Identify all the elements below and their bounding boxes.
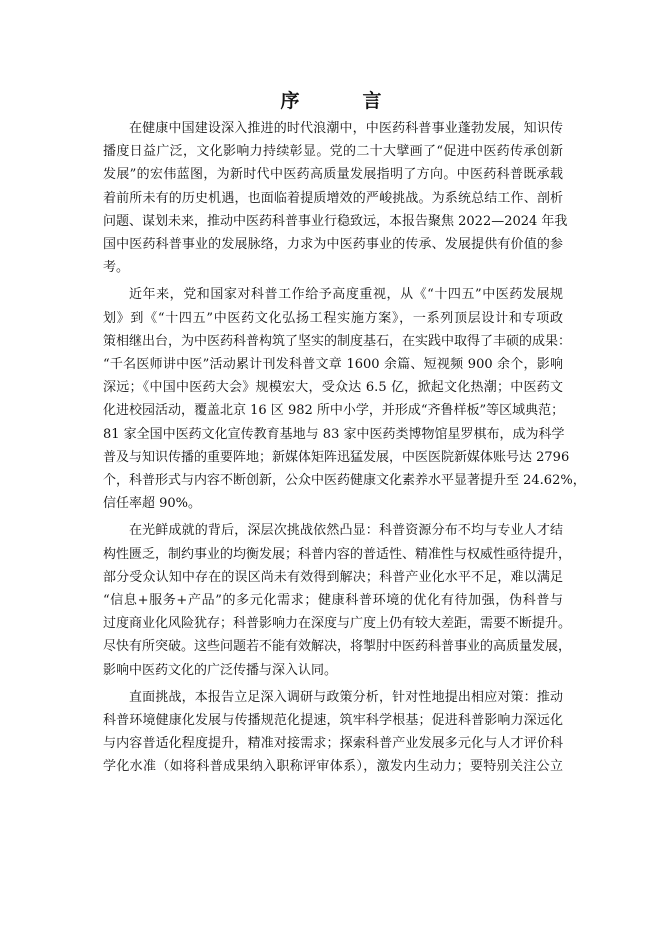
text-line: 与内容普适化程度提升，精准对接需求；探索科普产业发展多元化与人才评价科: [103, 736, 563, 752]
text-line: 学化水准（如将科普成果纳入职称评审体系），激发内生动力；要特别关注公立: [103, 759, 563, 775]
text-line: 个，科普形式与内容不断创新，公众中医药健康文化素养水平显著提升至 24.62%，: [103, 473, 586, 489]
text-line: 着前所未有的历史机遇，也面临着提质增效的严峻挑战。为系统总结工作、剖析: [103, 190, 563, 206]
text-line: 问题、谋划未来，推动中医药科普事业行稳致远，本报告聚焦 2022—2024 年我: [103, 213, 568, 229]
text-line: 科普环境健康化发展与传播规范化提速，筑牢科学根基；促进科普影响力深远化: [103, 713, 563, 729]
page-title: 序 言: [280, 90, 404, 112]
text-line: 划》到《“十四五”中医药文化弘扬工程实施方案》，一系列顶层设计和专项政: [103, 310, 563, 326]
text-line: 影响中医药文化的广泛传播与深入认同。: [103, 662, 338, 678]
text-line: 策相继出台，为中医药科普构筑了坚实的制度基石，在实践中取得了丰硕的成果：: [103, 333, 572, 349]
text-line: 考。: [103, 260, 130, 276]
text-line: 普及与知识传播的重要阵地；新媒体矩阵迅猛发展，中医医院新媒体账号达 2796: [103, 449, 570, 465]
text-line: 发展”的宏伟蓝图，为新时代中医药高质量发展指明了方向。中医药科普既承载: [103, 167, 563, 183]
text-line: 过度商业化风险犹存；科普影响力在深度与广度上仍有较大差距，需要不断提升。: [103, 616, 572, 632]
text-line: 直面挑战，本报告立足深入调研与政策分析，针对性地提出相应对策：推动: [129, 689, 563, 705]
paragraph-4: [103, 686, 563, 779]
text-line: 在光鲜成就的背后，深层次挑战依然凸显：科普资源分布不均与专业人才结: [129, 523, 563, 539]
text-line: 部分受众认知中存在的误区尚未有效得到解决；科普产业化水平不足，难以满足: [103, 569, 563, 585]
paragraph-2: [103, 283, 586, 515]
text-line: 尽快有所突破。这些问题若不能有效解决，将掣肘中医药科普事业的高质量发展，: [103, 639, 572, 655]
text-line: 信任率超 90%。: [103, 496, 202, 512]
text-line: 81 家全国中医药文化宣传教育基地与 83 家中医药类博物馆星罗棋布，成为科学: [103, 426, 565, 442]
text-line: 深远；《中国中医药大会》规模宏大，受众达 6.5 亿，掀起文化热潮；中医药文: [103, 380, 563, 396]
text-line: 播度日益广泛，文化影响力持续彰显。党的二十大擘画了“促进中医药传承创新: [103, 144, 563, 160]
text-line: 国中医药科普事业的发展脉络，力求为中医药事业的传承、发展提供有价值的参: [103, 237, 563, 253]
text-line: 化进校园活动，覆盖北京 16 区 982 所中小学，并形成“齐鲁样板”等区域典范；: [103, 403, 565, 419]
text-line: “信息+服务+产品”的多元化需求；健康科普环境的优化有待加强，伪科普与: [103, 593, 563, 609]
text-line: 构性匮乏，制约事业的均衡发展；科普内容的普适性、精准性与权威性亟待提升，: [103, 546, 572, 562]
text-line: “千名医师讲中医”活动累计刊发科普文章 1600 余篇、短视频 900 余个，影响: [103, 357, 563, 373]
paragraph-3: [103, 519, 572, 681]
text-line: 在健康中国建设深入推进的时代浪潮中，中医药科普事业蓬勃发展，知识传: [129, 121, 563, 136]
text-line: 近年来，党和国家对科普工作给予高度重视，从《“十四五”中医药发展规: [129, 287, 563, 303]
body-text: [103, 117, 586, 783]
paragraph-1: [103, 117, 568, 279]
